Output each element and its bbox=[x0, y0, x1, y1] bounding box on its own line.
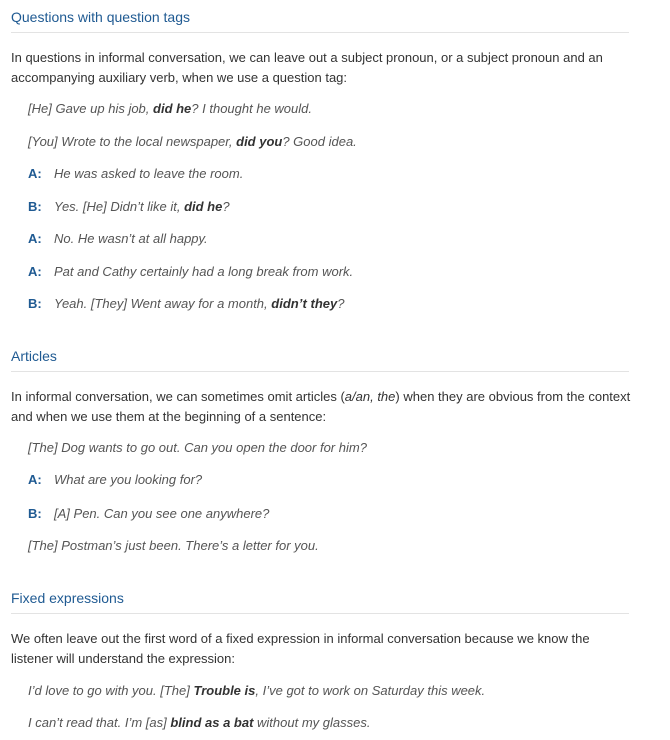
section-intro-fixed-expressions: We often leave out the first word of a fixed expression in informal conversation because we know the listener will understand the expression: bbox=[11, 631, 590, 666]
omitted-words: [A] bbox=[54, 506, 70, 521]
example-line bbox=[28, 439, 628, 457]
fixed-expression: Trouble is bbox=[193, 683, 256, 698]
dialogue-line bbox=[28, 263, 628, 281]
example-text-end: ? bbox=[337, 296, 345, 311]
example-text: I’d love to go with you. [The] bbox=[28, 683, 194, 698]
speaker-label: A: bbox=[28, 231, 42, 246]
intro-text: In informal conversation, we can sometimes omit articles ( bbox=[11, 389, 345, 404]
example-text: No. He wasn’t at all happy. bbox=[54, 231, 208, 246]
question-tag: did you bbox=[236, 134, 283, 149]
dialogue-line bbox=[28, 165, 628, 183]
example-text-end: ? Good idea. bbox=[282, 134, 357, 149]
example-line bbox=[28, 133, 628, 151]
example-line bbox=[28, 714, 628, 732]
question-tag: didn’t they bbox=[271, 296, 338, 311]
example-text: He was asked to leave the room. bbox=[54, 166, 244, 181]
intro-text-end: ) when they are obvious from the context and when we use them at the beginning of a sentence: bbox=[11, 389, 631, 424]
example-line bbox=[28, 537, 628, 555]
example-text: Postman’s just been. There’s a letter for you. bbox=[57, 538, 319, 553]
omitted-words: [The] bbox=[28, 440, 58, 455]
fixed-expression: blind as a bat bbox=[170, 715, 254, 730]
example-line bbox=[28, 100, 628, 118]
example-text: Gave up his job, bbox=[51, 101, 154, 116]
example-text: I can’t read that. I’m [as] bbox=[28, 715, 171, 730]
dialogue-line bbox=[28, 471, 628, 489]
dialogue-line bbox=[28, 198, 628, 216]
example-text: Wrote to the local newspaper, bbox=[57, 134, 237, 149]
example-text: Pat and Cathy certainly had a long break from work. bbox=[54, 264, 354, 279]
section-intro-articles bbox=[11, 387, 631, 427]
section-title-articles: Articles bbox=[11, 346, 629, 372]
dialogue-line bbox=[28, 230, 628, 248]
example-text-end: without my glasses. bbox=[253, 715, 371, 730]
example-text-end: ? bbox=[222, 199, 230, 214]
speaker-label: B: bbox=[28, 199, 42, 214]
question-tag: did he bbox=[184, 199, 223, 214]
question-tag: did he bbox=[153, 101, 192, 116]
example-text-end: , I’ve got to work on Saturday this week. bbox=[255, 683, 486, 698]
example-text-end: ? I thought he would. bbox=[191, 101, 312, 116]
example-text: Yes. [He] Didn’t like it, bbox=[54, 199, 185, 214]
example-text: Pen. Can you see one anywhere? bbox=[69, 506, 270, 521]
example-line bbox=[28, 682, 628, 700]
example-text: What are you looking for? bbox=[54, 472, 203, 487]
dialogue-line bbox=[28, 295, 628, 313]
section-title-fixed-expressions: Fixed expressions bbox=[11, 588, 629, 614]
speaker-label: A: bbox=[28, 264, 42, 279]
omitted-words: [He] bbox=[28, 101, 52, 116]
example-text: Dog wants to go out. Can you open the door for him? bbox=[57, 440, 367, 455]
speaker-label: A: bbox=[28, 166, 42, 181]
intro-italic-articles: a/an, the bbox=[344, 389, 396, 404]
speaker-label: B: bbox=[28, 296, 42, 311]
example-text: Yeah. [They] Went away for a month, bbox=[54, 296, 272, 311]
section-intro-question-tags: In questions in informal conversation, we can leave out a subject pronoun, or a subject pronoun and an accompanying auxiliary verb, when we use a question tag: bbox=[11, 50, 603, 85]
omitted-words: [The] bbox=[28, 538, 58, 553]
speaker-label: B: bbox=[28, 506, 42, 521]
omitted-words: [You] bbox=[28, 134, 58, 149]
speaker-label: A: bbox=[28, 472, 42, 487]
dialogue-line bbox=[28, 505, 628, 523]
section-title-question-tags: Questions with question tags bbox=[11, 7, 629, 33]
